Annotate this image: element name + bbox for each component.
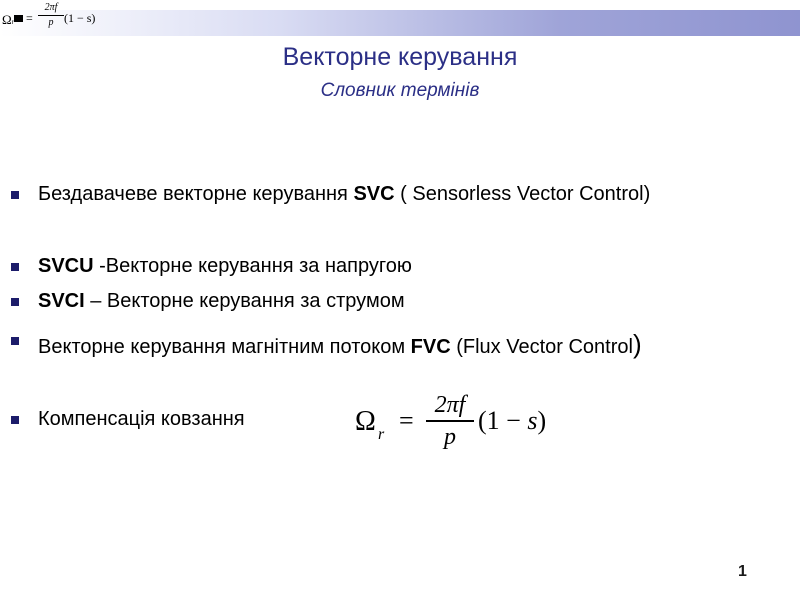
formula-paren-close: )	[537, 406, 547, 435]
bullet-text-pre: Векторне керування магнітним потоком	[38, 336, 411, 358]
bullet-text-close-paren: )	[632, 329, 642, 359]
bullet-text-bold: FVC	[410, 336, 451, 358]
formula-paren-open: (1 −	[478, 406, 528, 435]
slide-number: 1	[738, 563, 747, 580]
bullet-text-bold: SVCU	[38, 255, 94, 277]
bullet-text	[38, 325, 678, 366]
header-formula-numerator: 2πf	[44, 2, 58, 13]
formula-slip-variable: s	[527, 406, 538, 435]
header-formula-eq: =	[26, 11, 33, 25]
bullet-square-icon	[11, 263, 19, 271]
formula-omega: Ω	[355, 406, 376, 437]
bullet-text	[38, 179, 678, 209]
bullet-text-pre: Бездавачеве векторне керування	[38, 183, 354, 205]
formula-equals: =	[399, 406, 414, 435]
bullet-text-post: ( Sensorless Vector Control)	[394, 183, 651, 205]
formula-parenthetical	[478, 406, 546, 436]
slide-title: Векторне керування	[282, 43, 518, 71]
bullet-text-pre: Компенсація ковзання	[38, 408, 245, 430]
formula-fraction-line	[426, 420, 474, 422]
bullet-square-icon	[11, 298, 19, 306]
formula-numerator: 2πf	[434, 392, 466, 418]
bullet-text-bold: SVC	[353, 183, 395, 205]
bullet-square-icon	[11, 191, 19, 199]
header-formula-omega: Ωr	[2, 12, 15, 27]
bullet-text-post: -Векторне керування за напругою	[93, 255, 412, 277]
bullet-square-icon	[11, 337, 19, 345]
formula-denominator: p	[444, 423, 456, 450]
bullet-text	[38, 286, 678, 316]
header-formula-paren: (1 − s)	[64, 11, 96, 25]
header-formula-denominator: p	[48, 17, 54, 28]
bullet-square-icon	[11, 416, 19, 424]
bullet-text-bold: SVCI	[38, 290, 85, 312]
bullet-text	[38, 251, 678, 281]
slip-formula	[355, 392, 555, 462]
slide-subtitle: Словник термінів	[320, 80, 480, 101]
bullet-text-post: – Векторне керування за струмом	[84, 290, 405, 312]
formula-fraction	[426, 392, 474, 451]
formula-omega-subscript: r	[378, 426, 385, 443]
bullet-text-post: (Flux Vector Control	[450, 336, 633, 358]
